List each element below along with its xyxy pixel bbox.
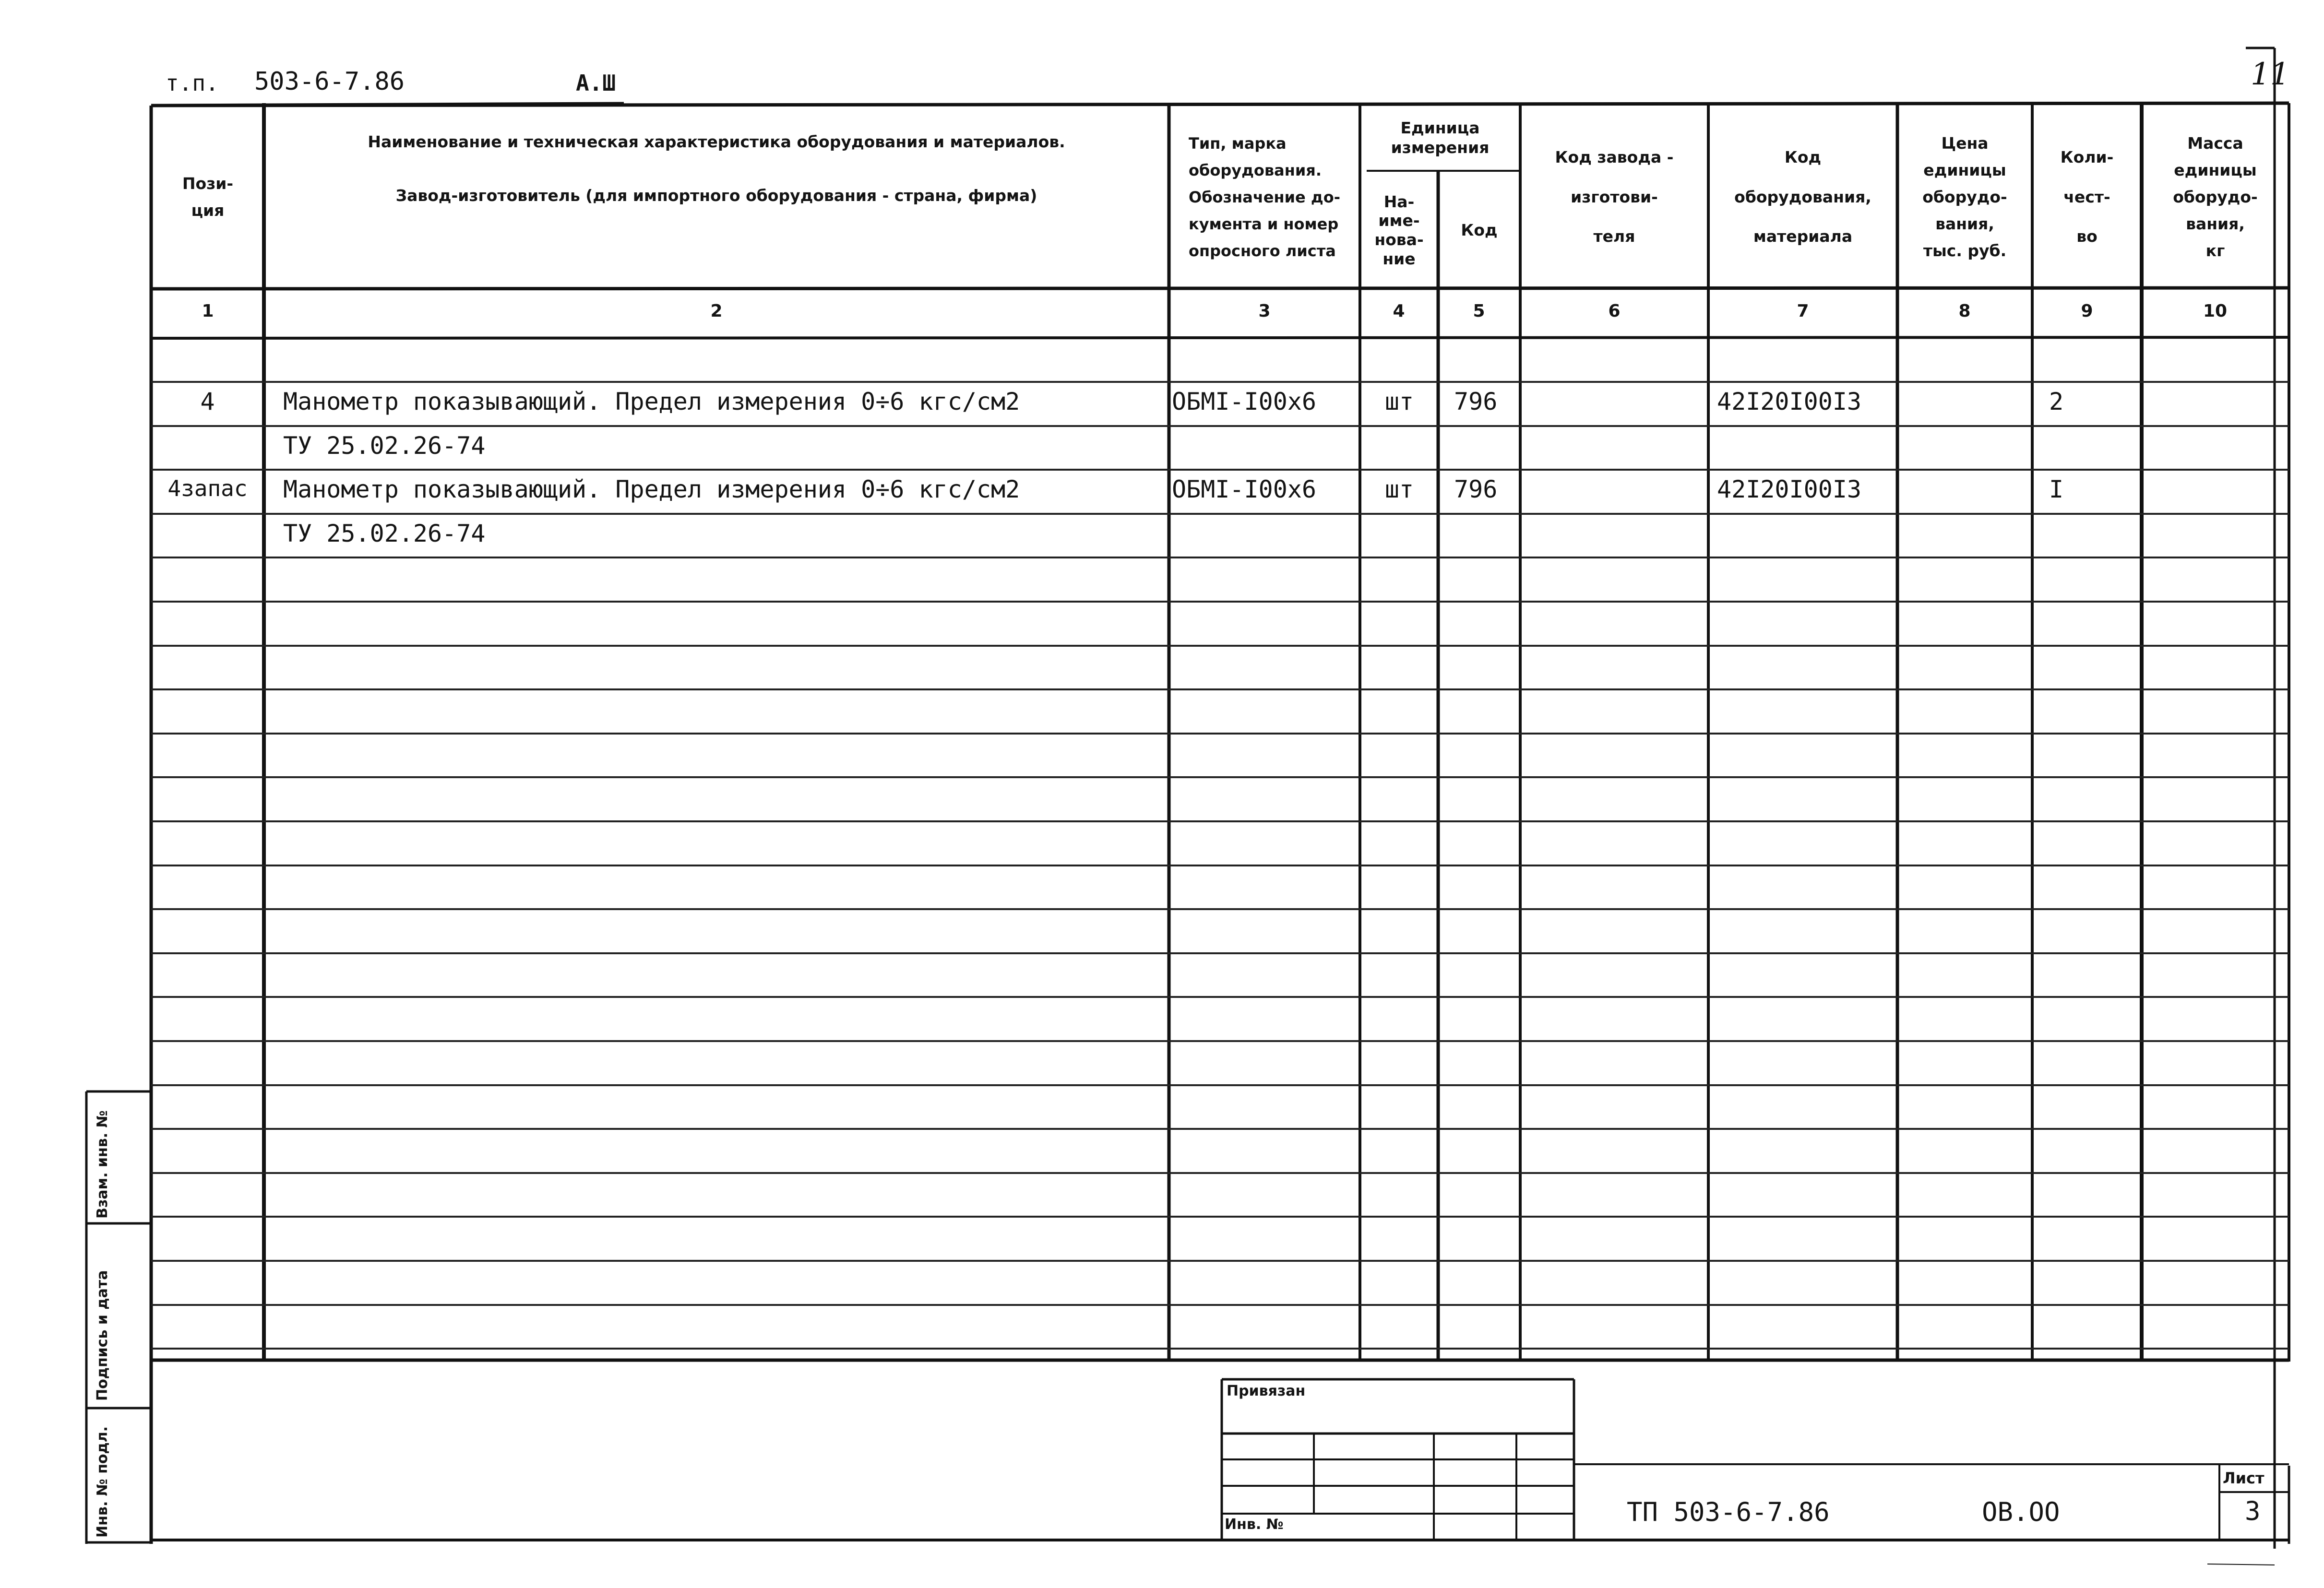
cell-qty: I (2049, 475, 2064, 503)
header-unit: Единица измерения (1391, 118, 1490, 157)
column-number: 5 (1473, 301, 1485, 321)
cell-equip-code: 42I20I00I3 (1717, 388, 1862, 415)
header-unit-name: На- име- нова- ние (1374, 192, 1424, 268)
cell-name: ТУ 25.02.26-74 (283, 432, 486, 460)
cell-name: ТУ 25.02.26-74 (283, 520, 486, 547)
column-number: 10 (2203, 301, 2228, 321)
corner-prefix: т.п. (166, 70, 219, 96)
column-number: 7 (1797, 301, 1809, 321)
cell-pos: 4запас (167, 475, 248, 501)
cell-type: ОБМI-I00х6 (1172, 388, 1317, 415)
page-mark: 11 (2251, 57, 2290, 92)
header-type: Тип, марка оборудования. Обозначение до- кумента и номер опросного листа (1189, 134, 1340, 260)
side-label-inventory: Инв. № подл. (94, 1426, 111, 1538)
column-number: 6 (1608, 301, 1621, 321)
stamp-doc-code: ТП 503-6-7.86 (1627, 1497, 1830, 1527)
side-label-vzam: Взам. инв. № (94, 1110, 111, 1219)
column-number: 4 (1393, 301, 1405, 321)
cell-unit-name: шт (1384, 388, 1414, 415)
corner-code: 503-6-7.86 (254, 67, 405, 96)
stamp-mark: ОВ.ОО (1982, 1497, 2060, 1527)
column-number: 1 (202, 301, 214, 321)
header-position: Пози- ция (182, 174, 234, 220)
header-quantity: Коли- чест- во (2060, 148, 2114, 246)
cell-type: ОБМI-I00х6 (1172, 475, 1317, 503)
header-mass: Масса единицы оборудо- вания, кг (2173, 133, 2258, 261)
column-number: 9 (2081, 301, 2093, 321)
side-label-signature-date: Подпись и дата (94, 1270, 111, 1401)
header-price: Цена единицы оборудо- вания, тыс. руб. (1922, 133, 2007, 261)
format-label: А.Ш (576, 70, 616, 96)
stamp-sheet-label: Лист (2223, 1469, 2264, 1487)
header-unit-code: Код (1461, 220, 1498, 239)
column-number: 2 (710, 301, 723, 321)
header-equipment-code: Код оборудования, материала (1734, 148, 1871, 246)
cell-qty: 2 (2049, 388, 2064, 415)
cell-equip-code: 42I20I00I3 (1717, 475, 1862, 503)
cell-name: Манометр показывающий. Предел измерения 0÷6 кгс/см2 (283, 388, 1020, 415)
stamp-inv-no: Инв. № (1225, 1516, 1284, 1533)
cell-unit-code: 796 (1454, 475, 1498, 503)
header-factory-code: Код завода - изготови- теля (1555, 148, 1674, 246)
cell-name: Манометр показывающий. Предел измерения 0÷6 кгс/см2 (283, 475, 1020, 503)
cell-unit-name: шт (1384, 475, 1414, 503)
stamp-sheet-number: 3 (2245, 1496, 2261, 1526)
header-name: Наименование и техническая характеристика оборудования и материалов. Завод-изготовитель (для импортного оборудования - страна, фирма) (368, 132, 1065, 205)
stamp-privyazan: Привязан (1227, 1383, 1306, 1399)
column-number: 8 (1958, 301, 1971, 321)
column-number: 3 (1258, 301, 1271, 321)
cell-unit-code: 796 (1454, 388, 1498, 415)
cell-pos: 4 (200, 388, 215, 415)
